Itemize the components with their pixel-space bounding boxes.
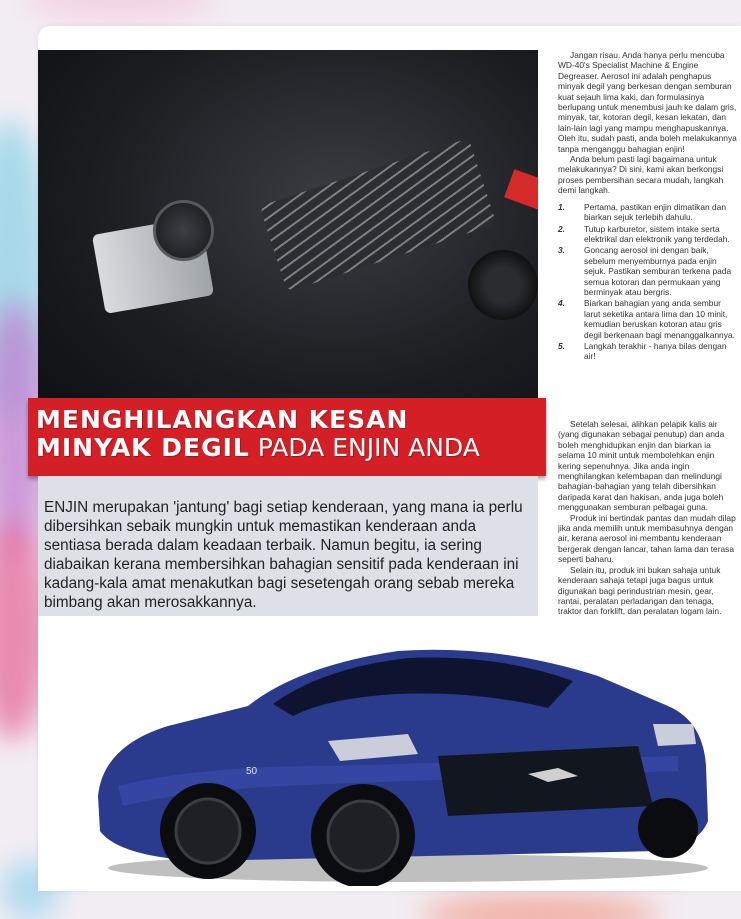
- step-text: Biarkan bahagian yang anda sembur larut seketika antara lima dan 10 minit, kemudian beruskan kotoran atau gris degil berkenaan bagi menanggalkannya.: [584, 298, 735, 340]
- headline-line-2: [36, 434, 546, 462]
- car-photo: [78, 606, 718, 886]
- step-item: [558, 245, 738, 297]
- step-item: [558, 298, 738, 340]
- body-paragraph: Anda belum pasti lagi bagaimana untuk melakukannya? Di sini, kami akan berkongsi proses pembersihan secara mudah, langkah demi langkah.: [558, 154, 724, 196]
- step-text: Tutup karburetor, sistem intake serta elektrikal dan elektronik yang terdedah.: [584, 223, 730, 244]
- step-item: [558, 224, 738, 245]
- article-column-top: [558, 50, 738, 363]
- step-text: Pertama, pastikan enjin dimatikan dan biarkan sejuk terlebih dahulu.: [584, 201, 726, 223]
- step-text: Langkah terakhir - hanya bilas dengan air!: [584, 340, 727, 362]
- intro-paragraph: ENJIN merupakan 'jantung' bagi setiap kenderaan, yang mana ia perlu dibersihkan sebaik mungkin untuk memastikan kenderaan anda sentiasa berada dalam keadaan terbaik. Namun begitu, ia sering diabaikan kerana membersihkan bahagian sensitif pada kenderaan ini kadang-kala amat menakutkan bagi sesetengah orang sebab mereka bimbang akan merosakkannya.: [44, 499, 523, 611]
- step-text: Goncang aerosol ini dengan baik, sebelum menyemburnya pada enjin sejuk. Pastikan semburan terkena pada semua kotoran dan permukaan yang berminyak atau bergris.: [584, 245, 732, 297]
- body-paragraph: Produk ini bertindak pantas dan mudah dilap jika anda memilih untuk membasuhnya dengan air, kerana aerosol ini membantu kenderaan bergerak dengan lancar, tahan lama dan terasa seperti baharu.: [558, 512, 736, 565]
- step-item: [558, 202, 738, 223]
- step-number: 5.: [558, 340, 565, 351]
- steps-list: [558, 202, 738, 362]
- step-number: 2.: [558, 223, 565, 234]
- body-paragraph: Jangan risau. Anda hanya perlu mencuba WD-40's Specialist Machine & Engine Degreaser. Aerosol ini adalah penghapus minyak degil yang berkesan dengan semburan kuat sejauh lima kaki, dan formulasinya berlupang untuk menembusi jauh ke dalam gris, minyak, tar, kotoran degil, kesan lekatan, dan lain-lain lagi yang mampu menghapuskannya. Oleh itu, sudah pasti, anda boleh melakukannya tanpa menganggu bahagian enjin!: [558, 50, 737, 154]
- step-number: 3.: [558, 245, 565, 256]
- step-item: [558, 341, 738, 362]
- body-paragraph: Selain itu, produk ini bukan sahaja untuk kenderaan sahaja tetapi juga bagus untuk digunakan bagi perindustrian mesin, gear, rantai, peralatan perladangan dan tenaga, traktor dan forklift, dan peralatan logam lain.: [558, 564, 722, 617]
- intro-box: [38, 476, 538, 616]
- step-number: 4.: [558, 298, 565, 309]
- body-paragraph: Setelah selesai, alihkan pelapik kalis air (yang digunakan sebagai penutup) dan anda boleh menghidupkan enjin dan biarkan ia selama 10 minit untuk membolehkan enjin kering sepenuhnya. Jika anda ingin menghilangkan kelembapan dan melindungi bahagian-bahagian yang telah dibersihkan daripada karat dan hakisan, anda juga boleh menggunakan semburan pelbagai guna.: [558, 419, 725, 513]
- step-number: 1.: [558, 201, 565, 212]
- article-column-bottom: [558, 419, 738, 617]
- headline-bold: MINYAK DEGIL: [36, 433, 250, 462]
- headline-line-1: MENGHILANGKAN KESAN: [36, 405, 409, 434]
- car-badge: 50: [246, 766, 258, 777]
- headline-banner: [28, 398, 546, 476]
- magazine-page: [38, 26, 741, 891]
- engine-photo: [38, 50, 538, 430]
- headline-light: PADA ENJIN ANDA: [249, 433, 480, 462]
